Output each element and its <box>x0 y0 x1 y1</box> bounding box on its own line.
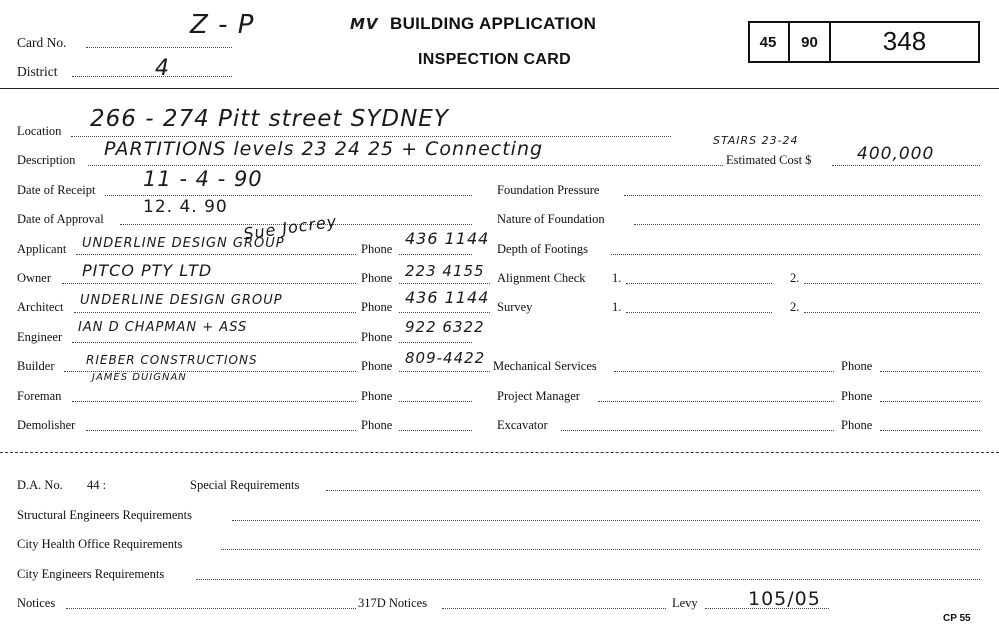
alignment-1-label: 1. <box>612 271 622 285</box>
excavator-phone-dots <box>880 430 980 431</box>
header-rule <box>0 88 999 89</box>
depth-footings-dots <box>611 254 980 255</box>
survey-1-label: 1. <box>612 300 622 314</box>
form-code: CP 55 <box>943 613 971 624</box>
date-receipt-value: 11 - 4 - 90 <box>143 167 263 191</box>
owner-dots <box>62 283 356 284</box>
description-value: PARTITIONS levels 23 24 25 + Connecting <box>104 138 544 160</box>
da-no-label: D.A. No. <box>17 478 63 492</box>
foreman-phone-label: Phone <box>361 389 393 403</box>
engineer-phone-label: Phone <box>361 330 393 344</box>
architect-phone: 436 1144 <box>405 288 490 307</box>
engineer-value: IAN D CHAPMAN + ASS <box>78 320 248 335</box>
architect-value: UNDERLINE DESIGN GROUP <box>80 293 283 308</box>
owner-label: Owner <box>17 271 52 285</box>
applicant-phone-dots <box>399 254 472 255</box>
location-label: Location <box>17 124 62 138</box>
survey-1-dots <box>626 312 772 313</box>
project-manager-phone-dots <box>880 401 980 402</box>
foundation-pressure-dots <box>624 195 980 196</box>
description-label: Description <box>17 153 76 167</box>
mechanical-services-label: Mechanical Services <box>493 359 597 373</box>
card-no-value: Z - P <box>190 10 255 40</box>
project-manager-label: Project Manager <box>497 389 580 403</box>
location-value: 266 - 274 Pitt street SYDNEY <box>90 106 449 132</box>
survey-2-label: 2. <box>790 300 800 314</box>
levy-label: Levy <box>672 596 698 610</box>
health-label: City Health Office Requirements <box>17 537 183 551</box>
nature-foundation-label: Nature of Foundation <box>497 212 605 226</box>
foreman-phone-dots <box>399 401 472 402</box>
builder-phone-dots <box>399 371 490 372</box>
builder-label: Builder <box>17 359 55 373</box>
applicant-phone-label: Phone <box>361 242 393 256</box>
date-approval-label: Date of Approval <box>17 212 104 226</box>
builder-sub: JAMES DUIGNAN <box>92 372 187 383</box>
estimated-cost-value: 400,000 <box>857 144 935 164</box>
mechanical-phone-dots <box>880 371 980 372</box>
box-90: 90 <box>801 34 818 51</box>
mv-mark: MV <box>350 15 379 33</box>
architect-label: Architect <box>17 300 64 314</box>
engineer-label: Engineer <box>17 330 63 344</box>
title-line2: INSPECTION CARD <box>418 51 571 68</box>
health-dots <box>221 549 980 550</box>
da-no-value: 44 : <box>87 478 107 492</box>
title-line1: BUILDING APPLICATION <box>390 14 597 33</box>
excavator-label: Excavator <box>497 418 548 432</box>
card-no-dots <box>86 47 232 48</box>
date-receipt-label: Date of Receipt <box>17 183 96 197</box>
project-manager-phone-label: Phone <box>841 389 873 403</box>
demolisher-label: Demolisher <box>17 418 76 432</box>
mechanical-services-dots <box>614 371 834 372</box>
foundation-pressure-label: Foundation Pressure <box>497 183 600 197</box>
box-348: 348 <box>882 26 927 56</box>
alignment-1-dots <box>626 283 772 284</box>
card-no-label: Card No. <box>17 35 67 50</box>
architect-phone-dots <box>399 312 490 313</box>
city-engineers-label: City Engineers Requirements <box>17 567 165 581</box>
alignment-check-label: Alignment Check <box>497 271 586 285</box>
approval-signature: Sue Jocrey <box>242 211 339 244</box>
alignment-2-label: 2. <box>790 271 800 285</box>
district-value: 4 <box>155 56 170 81</box>
architect-dots <box>74 312 356 313</box>
builder-value: RIEBER CONSTRUCTIONS <box>86 353 258 367</box>
structural-dots <box>232 520 980 521</box>
description-dots <box>88 165 723 166</box>
engineer-dots <box>72 342 356 343</box>
demolisher-phone-dots <box>399 430 472 431</box>
estimated-cost-dots <box>832 165 980 166</box>
project-manager-dots <box>598 401 834 402</box>
owner-phone-label: Phone <box>361 271 393 285</box>
structural-label: Structural Engineers Requirements <box>17 508 192 522</box>
architect-phone-label: Phone <box>361 300 393 314</box>
estimated-cost-label: Estimated Cost $ <box>726 153 812 167</box>
engineer-phone-dots <box>399 342 472 343</box>
excavator-dots <box>561 430 834 431</box>
owner-phone-dots <box>399 283 490 284</box>
special-requirements-dots <box>326 490 980 491</box>
district-label: District <box>17 64 58 79</box>
foreman-label: Foreman <box>17 389 62 403</box>
district-dots <box>72 76 232 77</box>
date-receipt-dots <box>105 195 472 196</box>
description-extra: STAIRS 23-24 <box>713 134 799 147</box>
notices-317d-dots <box>442 608 666 609</box>
notices-label: Notices <box>17 596 56 610</box>
location-dots <box>71 136 671 137</box>
engineer-phone: 922 6322 <box>405 318 485 336</box>
notices-317d-label: 317D Notices <box>358 596 428 610</box>
applicant-phone: 436 1144 <box>405 229 490 248</box>
survey-label: Survey <box>497 300 533 314</box>
builder-phone: 809-4422 <box>405 349 486 367</box>
nature-foundation-dots <box>634 224 980 225</box>
section-rule <box>0 452 999 453</box>
applicant-label: Applicant <box>17 242 67 256</box>
notices-dots <box>66 608 356 609</box>
foreman-dots <box>72 401 356 402</box>
depth-footings-label: Depth of Footings <box>497 242 588 256</box>
demolisher-phone-label: Phone <box>361 418 393 432</box>
box-45: 45 <box>759 34 777 51</box>
mechanical-phone-label: Phone <box>841 359 873 373</box>
excavator-phone-label: Phone <box>841 418 873 432</box>
owner-value: PITCO PTY LTD <box>82 261 213 280</box>
survey-2-dots <box>804 312 980 313</box>
builder-phone-label: Phone <box>361 359 393 373</box>
levy-value: 105/05 <box>748 588 821 610</box>
alignment-2-dots <box>804 283 980 284</box>
demolisher-dots <box>86 430 356 431</box>
applicant-value: UNDERLINE DESIGN GROUP <box>82 236 285 251</box>
applicant-dots <box>76 254 356 255</box>
date-approval-value: 12. 4. 90 <box>143 197 228 217</box>
owner-phone: 223 4155 <box>405 262 485 280</box>
city-engineers-dots <box>196 579 980 580</box>
special-requirements-label: Special Requirements <box>190 478 300 492</box>
